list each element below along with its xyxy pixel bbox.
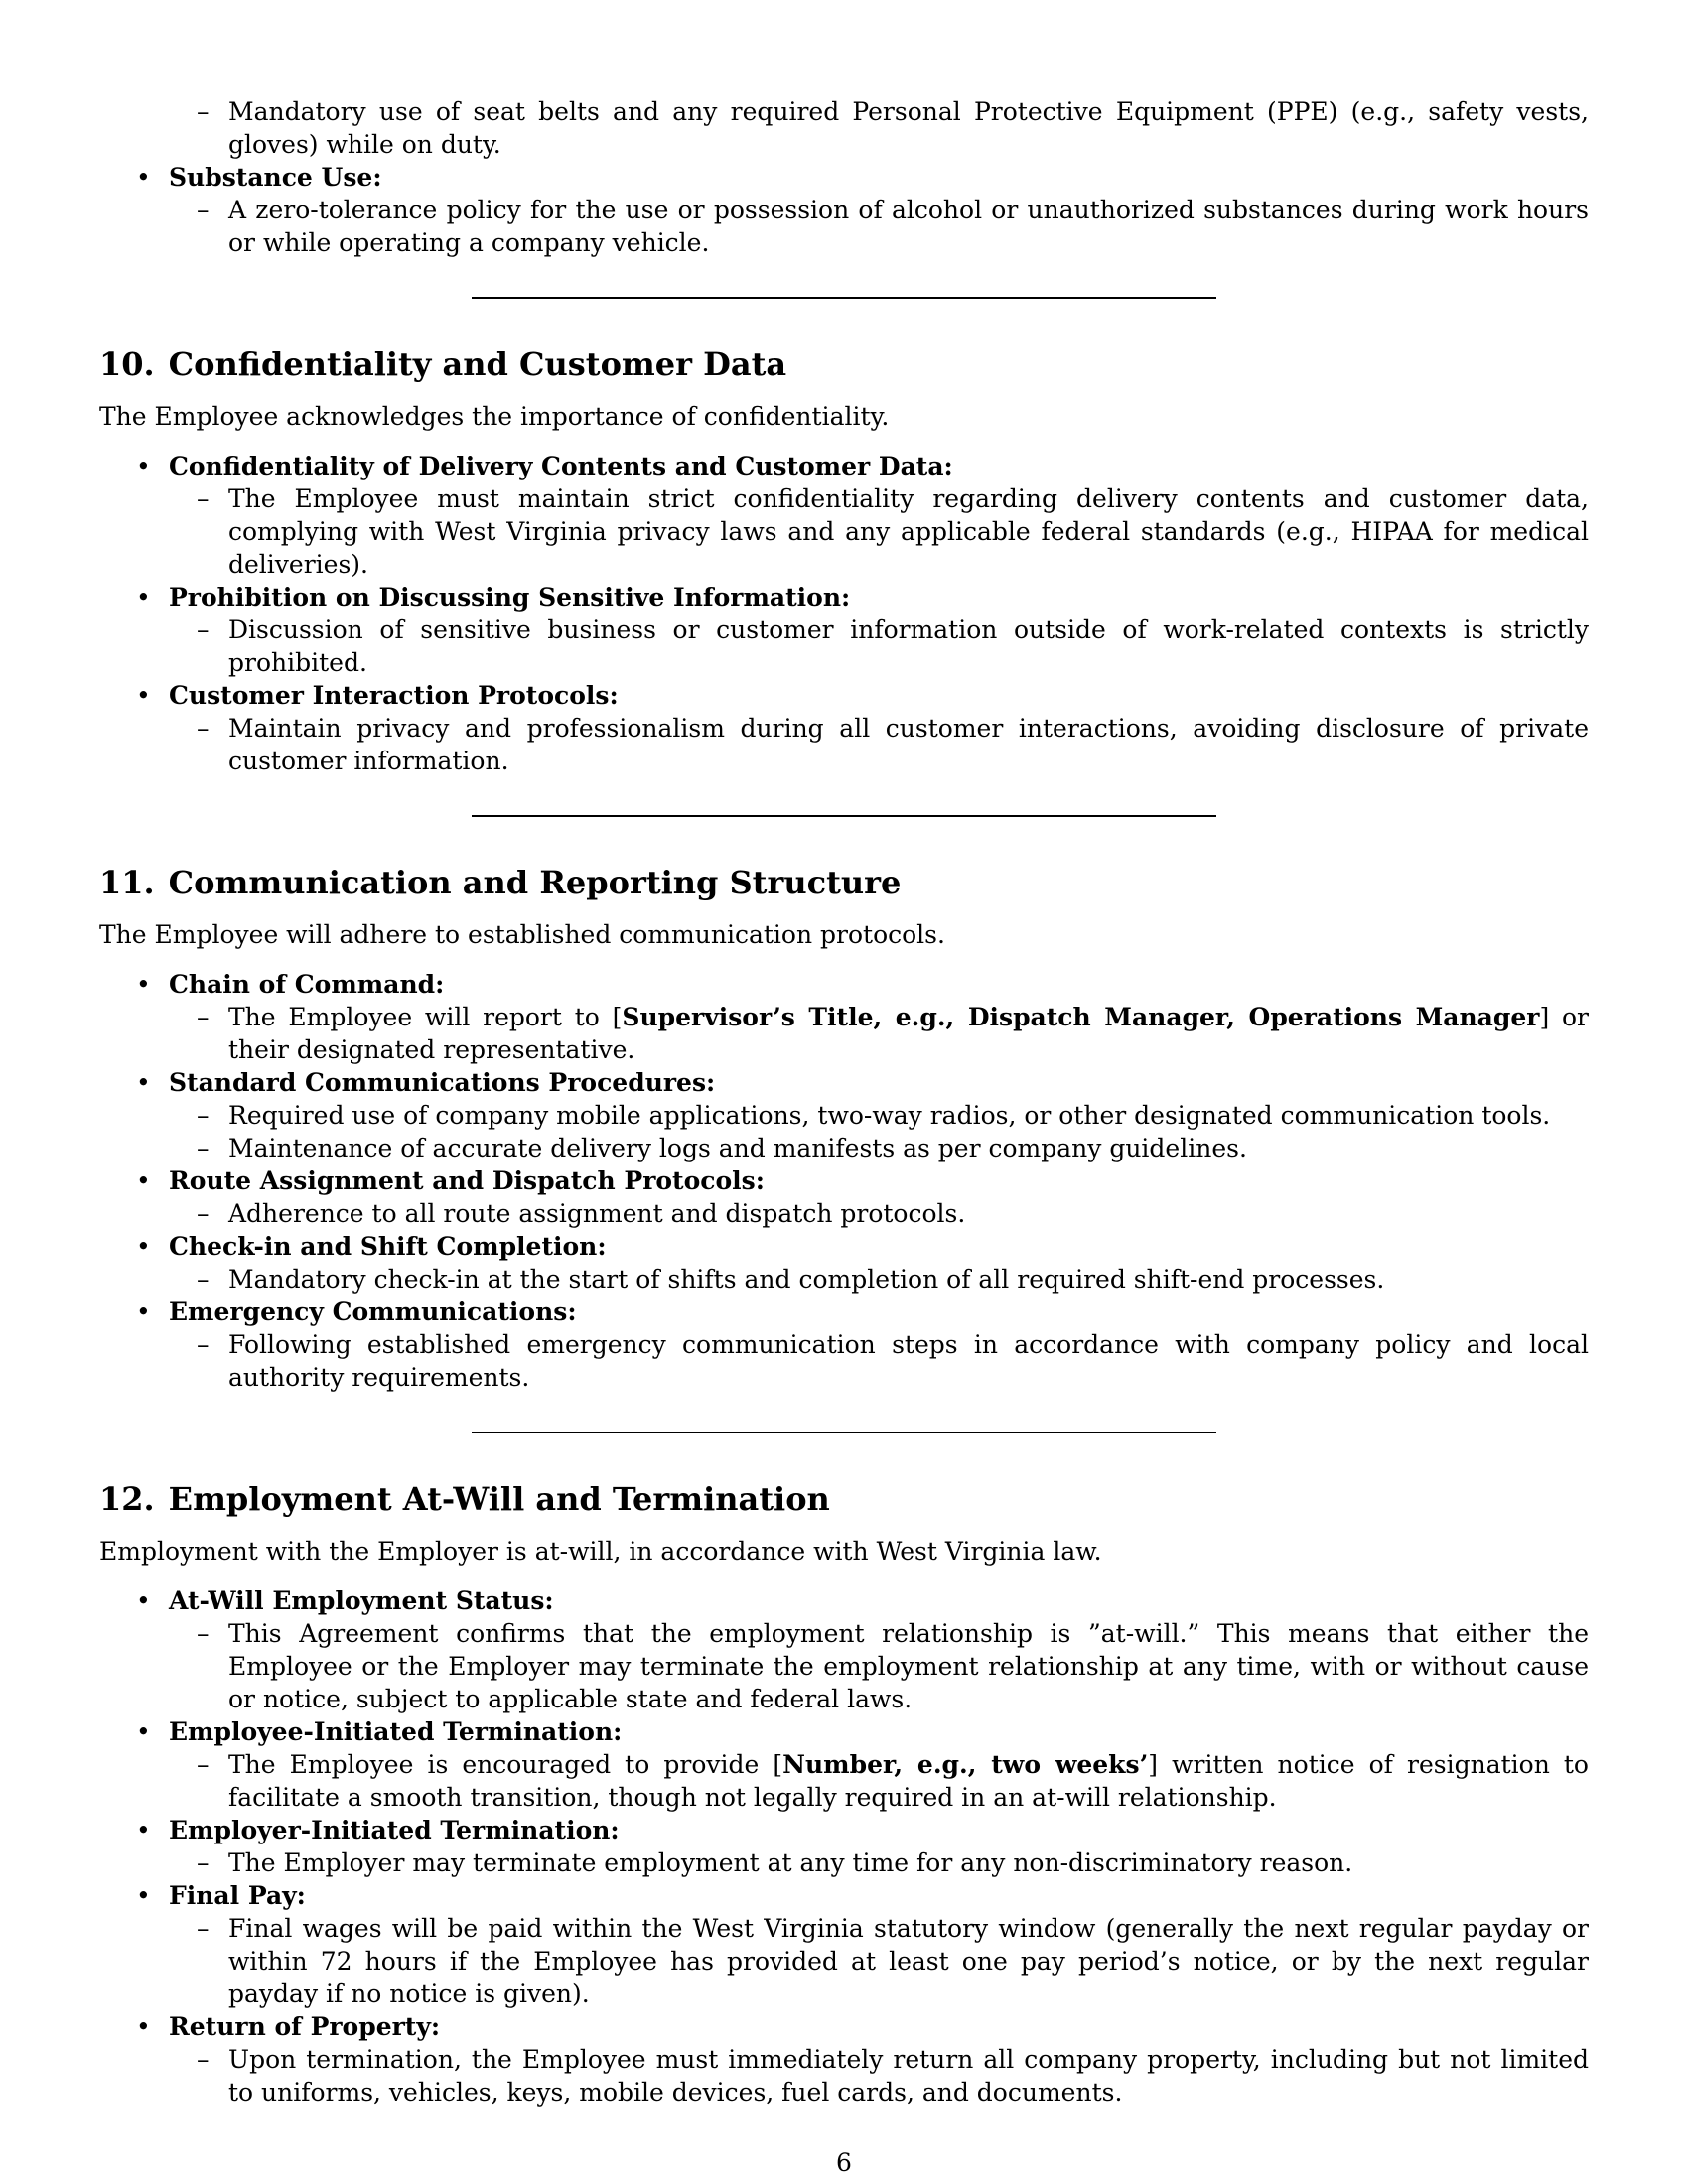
bullet-marker: • [136, 970, 151, 999]
sub-list [169, 1912, 1589, 2010]
dash-marker: – [197, 1265, 210, 1294]
placeholder-field: Number, e.g., two weeks’ [782, 1750, 1149, 1779]
sub-list [169, 1263, 1589, 1296]
bullet-label: Employer-Initiated Termination: [169, 1816, 620, 1844]
sub-item [169, 2043, 1589, 2109]
bullet-label: Employee-Initiated Termination: [169, 1717, 623, 1746]
bullet-item [99, 2010, 1589, 2109]
sub-item-text: A zero-tolerance policy for the use or possession of alcohol or unauthorized substances during work hours or while operating a company vehicle. [228, 196, 1589, 257]
section-number: 10. [99, 345, 155, 383]
lead-sub-list [169, 95, 1589, 161]
sub-item [169, 95, 1589, 161]
bullet-item [99, 1879, 1589, 2010]
sub-item-text-pre: The Employee is encouraged to provide [ [228, 1750, 783, 1779]
section-divider [472, 1432, 1216, 1433]
section-divider [472, 297, 1216, 299]
bullet-label: Customer Interaction Protocols: [169, 681, 619, 710]
sub-list [169, 1748, 1589, 1814]
sub-list [169, 1328, 1589, 1394]
dash-marker: – [197, 1619, 210, 1648]
placeholder-field: Supervisor’s Title, e.g., Dispatch Manager, Operations Manager [622, 1003, 1540, 1031]
bullet-marker: • [136, 163, 151, 192]
dash-marker: – [197, 615, 210, 644]
sub-item [169, 1001, 1589, 1066]
bullet-marker: • [136, 1586, 151, 1615]
dash-marker: – [197, 1750, 210, 1779]
sub-item [169, 1328, 1589, 1394]
section-heading [99, 1479, 1589, 1519]
bullet-marker: • [136, 1881, 151, 1910]
section-divider [472, 815, 1216, 817]
bullet-marker: • [136, 1068, 151, 1097]
sub-list [169, 1197, 1589, 1230]
bullet-label: Chain of Command: [169, 970, 445, 999]
sub-list [169, 2043, 1589, 2109]
sub-item [169, 1132, 1589, 1164]
dash-marker: – [197, 1914, 210, 1943]
dash-marker: – [197, 1101, 210, 1130]
section-title: Confidentiality and Customer Data [168, 345, 787, 383]
sub-item-text: Maintain privacy and professionalism during all customer interactions, avoiding disclosure of private customer information. [228, 714, 1589, 775]
bullet-item [99, 1584, 1589, 1715]
dash-marker: – [197, 714, 210, 743]
bullet-marker: • [136, 452, 151, 480]
bullet-item [99, 679, 1589, 777]
bullet-item [99, 1164, 1589, 1230]
sub-item [169, 1846, 1589, 1879]
bullet-item [99, 1066, 1589, 1164]
bullet-label: Final Pay: [169, 1881, 306, 1910]
sub-list [169, 1099, 1589, 1164]
lead-bullets [99, 161, 1589, 259]
dash-marker: – [197, 1199, 210, 1228]
bullet-item [99, 581, 1589, 679]
section-heading [99, 863, 1589, 902]
bullet-item [99, 1814, 1589, 1879]
section-number: 12. [99, 1480, 155, 1518]
bullet-marker: • [136, 1816, 151, 1844]
sub-item-text: The Employer may terminate employment at any time for any non-discriminatory reason. [228, 1848, 1353, 1877]
bullet-item [99, 161, 1589, 259]
sub-list [169, 712, 1589, 777]
sub-item-text: The Employee must maintain strict confidentiality regarding delivery contents and customer data, complying with West Virginia privacy laws and any applicable federal standards (e.g., HIPAA for medical deliveries). [228, 484, 1589, 579]
page-number: 6 [836, 2148, 852, 2177]
lead-list [99, 95, 1589, 259]
sub-list [169, 614, 1589, 679]
sub-list [169, 482, 1589, 581]
sub-item-text: Mandatory use of seat belts and any required Personal Protective Equipment (PPE) (e.g., safety vests, gloves) while on duty. [228, 97, 1589, 159]
bullet-marker: • [136, 681, 151, 710]
bullet-label: Route Assignment and Dispatch Protocols: [169, 1166, 765, 1195]
sub-item [169, 1748, 1589, 1814]
sub-item-text-post: ] or their designated representative. [228, 1003, 1590, 1064]
sub-item-text: This Agreement confirms that the employment relationship is ”at-will.” This means that either the Employee or the Employer may terminate the employment relationship at any time, with or without cause or notice, subject to applicable state and federal laws. [228, 1619, 1589, 1713]
sub-item-text: Discussion of sensitive business or customer information outside of work-related contexts is strictly prohibited. [228, 615, 1589, 677]
section-bullets [99, 1584, 1589, 2109]
bullet-marker: • [136, 2012, 151, 2041]
bullet-item [99, 1715, 1589, 1814]
sub-list [169, 1617, 1589, 1715]
sub-item-text: Adherence to all route assignment and dispatch protocols. [228, 1199, 966, 1228]
bullet-marker: • [136, 1297, 151, 1326]
bullet-item [99, 1230, 1589, 1296]
section-intro: The Employee acknowledges the importance of confidentiality. [99, 402, 890, 431]
sub-item-text: Upon termination, the Employee must immediately return all company property, including but not limited to uniforms, vehicles, keys, mobile devices, fuel cards, and documents. [228, 2045, 1589, 2107]
section-bullets [99, 450, 1589, 777]
section-12 [99, 1479, 1589, 2109]
section-title: Communication and Reporting Structure [168, 864, 902, 901]
sub-item-text-post: ] written notice of resignation to facilitate a smooth transition, though not legally required in an at-will relationship. [228, 1750, 1589, 1812]
section-heading [99, 344, 1589, 384]
section-number: 11. [99, 864, 155, 901]
bullet-marker: • [136, 1717, 151, 1746]
sub-item [169, 1197, 1589, 1230]
sub-item [169, 194, 1589, 259]
sub-item-text: Final wages will be paid within the West Virginia statutory window (generally the next regular payday or within 72 hours if the Employee has provided at least one pay period’s notice, or by the next regular payday if no notice is given). [228, 1914, 1589, 2008]
sub-list [169, 1846, 1589, 1879]
sub-item-text: Required use of company mobile applications, two-way radios, or other designated communication tools. [228, 1101, 1551, 1130]
bullet-marker: • [136, 1232, 151, 1261]
sub-item [169, 614, 1589, 679]
sub-list [169, 1001, 1589, 1066]
section-10 [99, 344, 1589, 777]
sub-item [169, 1912, 1589, 2010]
bullet-marker: • [136, 583, 151, 612]
section-bullets [99, 968, 1589, 1394]
sub-item [169, 1617, 1589, 1715]
dash-marker: – [197, 1848, 210, 1877]
sub-item-text: Maintenance of accurate delivery logs and manifests as per company guidelines. [228, 1134, 1247, 1162]
bullet-label: Substance Use: [169, 163, 382, 192]
dash-marker: – [197, 196, 210, 224]
sub-item-text-pre: The Employee will report to [ [228, 1003, 623, 1031]
dash-marker: – [197, 1330, 210, 1359]
bullet-label: Standard Communications Procedures: [169, 1068, 716, 1097]
bullet-item [99, 968, 1589, 1066]
section-title: Employment At-Will and Termination [168, 1480, 830, 1518]
sub-item [169, 712, 1589, 777]
bullet-label: Check-in and Shift Completion: [169, 1232, 607, 1261]
dash-marker: – [197, 2045, 210, 2074]
document-page [99, 95, 1589, 2109]
dash-marker: – [197, 97, 210, 126]
bullet-label: Return of Property: [169, 2012, 441, 2041]
bullet-label: Emergency Communications: [169, 1297, 577, 1326]
sub-item-text: Following established emergency communication steps in accordance with company policy and local authority requirements. [228, 1330, 1589, 1392]
sub-item [169, 1099, 1589, 1132]
sub-list [169, 194, 1589, 259]
dash-marker: – [197, 1134, 210, 1162]
sub-item [169, 482, 1589, 581]
sub-item [169, 1263, 1589, 1296]
sub-item-text: Mandatory check-in at the start of shifts and completion of all required shift-end processes. [228, 1265, 1385, 1294]
bullet-label: Prohibition on Discussing Sensitive Information: [169, 583, 851, 612]
dash-marker: – [197, 484, 210, 513]
bullet-label: Confidentiality of Delivery Contents and Customer Data: [169, 452, 953, 480]
bullet-marker: • [136, 1166, 151, 1195]
dash-marker: – [197, 1003, 210, 1031]
section-11 [99, 863, 1589, 1394]
section-intro: Employment with the Employer is at-will, in accordance with West Virginia law. [99, 1537, 1102, 1566]
bullet-item [99, 1296, 1589, 1394]
section-intro: The Employee will adhere to established communication protocols. [99, 920, 945, 949]
bullet-label: At-Will Employment Status: [169, 1586, 554, 1615]
bullet-item [99, 450, 1589, 581]
